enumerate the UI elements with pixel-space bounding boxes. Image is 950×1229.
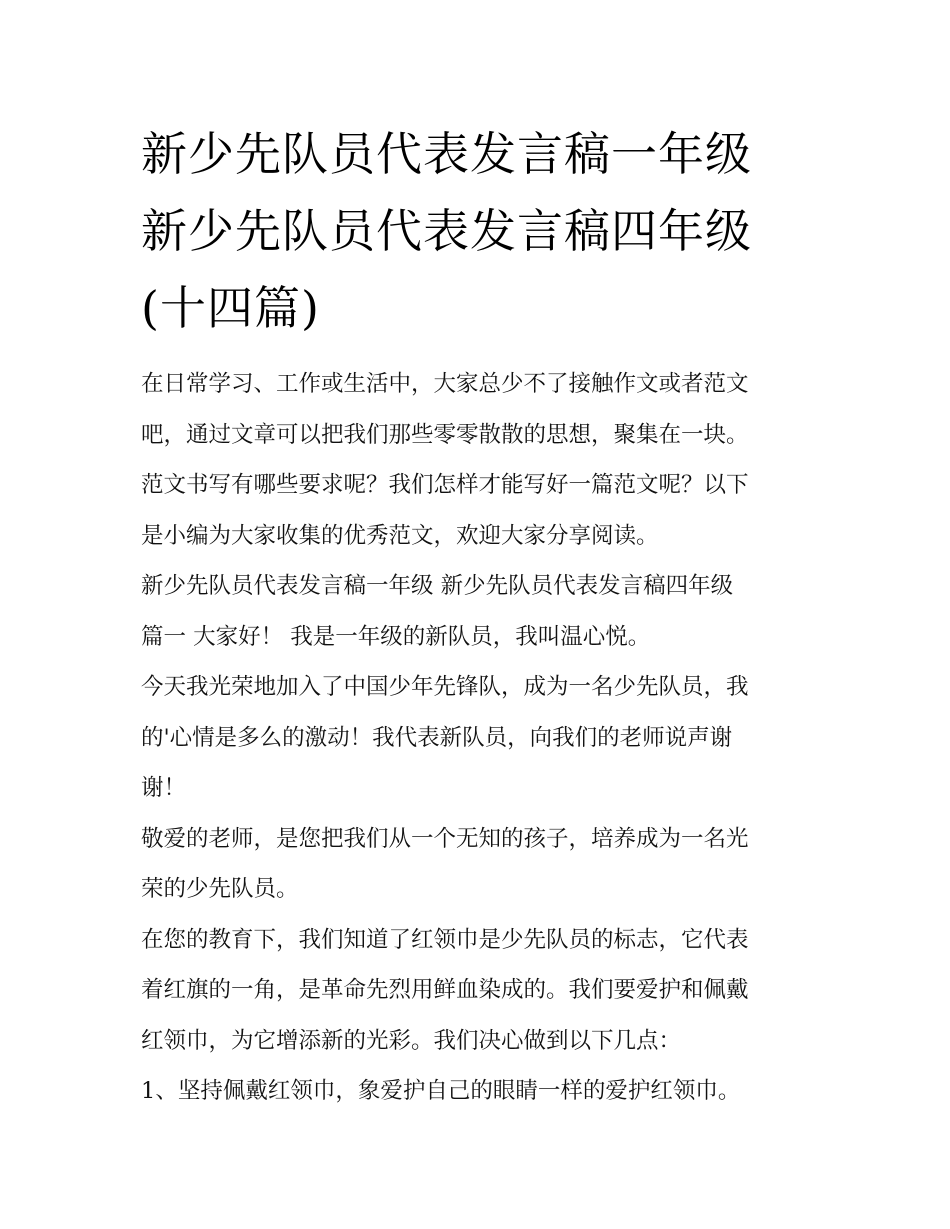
text-line: 新少先队员代表发言稿一年级 新少先队员代表发言稿四年级 [141,573,734,599]
text-line: 1、坚持佩戴红领巾，象爱护自己的眼睛一样的爱护红领巾。 [141,1078,741,1104]
text-line: 今天我光荣地加入了中国少年先锋队，成为一名少先队员，我 [141,674,749,700]
text-line: 在日常学习、工作或生活中，大家总少不了接触作文或者范文 [141,371,749,397]
paragraph-joining [141,662,831,814]
text-line: 吧，通过文章可以把我们那些零零散散的思想，聚集在一块。 [141,421,749,448]
text-line: 荣的少先队员。 [141,876,299,902]
paragraph-heading-repeat [141,561,831,662]
paragraph-red-scarf [141,915,831,1067]
text-line: 着红旗的一角，是革命先烈用鲜血染成的。我们要爱护和佩戴 [141,977,749,1003]
text-line: 篇一 大家好！ 我是一年级的新队员，我叫温心悦。 [141,623,651,650]
title-line: 新少先队员代表发言稿一年级 [141,127,752,181]
paragraph-point-1 [141,1066,831,1117]
paragraph-teacher [141,814,831,915]
document-title [141,116,831,347]
document-content [141,116,831,1117]
paragraph-intro [141,359,831,561]
title-line: (十四篇) [141,281,320,335]
document-body [141,359,831,1117]
text-line: 在您的教育下，我们知道了红领巾是少先队员的标志，它代表 [141,926,749,953]
text-line: 敬爱的老师，是您把我们从一个无知的孩子，培养成为一名光 [141,825,749,852]
text-line: 范文书写有哪些要求呢？我们怎样才能写好一篇范文呢？以下 [141,472,749,498]
text-line: 谢！ [141,775,187,801]
title-line: 新少先队员代表发言稿四年级 [141,204,752,258]
text-line: 红领巾，为它增添新的光彩。我们决心做到以下几点： [141,1027,682,1054]
text-line: 是小编为大家收集的优秀范文，欢迎大家分享阅读。 [141,522,659,549]
text-line: 的'心情是多么的激动！我代表新队员，向我们的老师说声谢 [141,724,733,751]
